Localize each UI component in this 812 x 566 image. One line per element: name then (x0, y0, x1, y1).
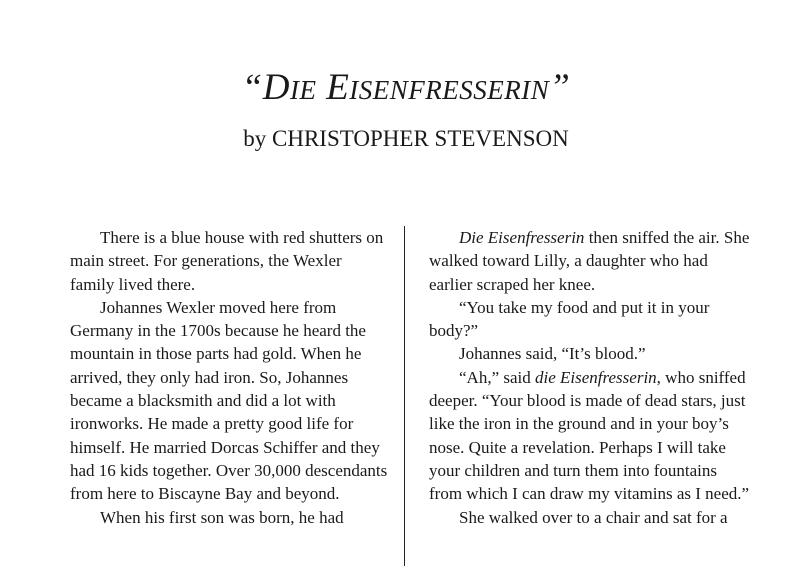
right-paragraph-1 (429, 226, 751, 296)
left-column (70, 226, 388, 529)
italic-name: Die Eisenfresserin (459, 228, 585, 247)
title-ie: IE (289, 75, 317, 105)
right-paragraph-5: She walked over to a chair and sat for a (459, 507, 728, 527)
title-close-quote: ” (549, 67, 571, 108)
title-open-quote: “ (241, 67, 263, 108)
title-space (316, 67, 326, 108)
column-divider (404, 226, 405, 566)
byline: by CHRISTOPHER STEVENSON (243, 126, 569, 151)
title-rest: ISENFRESSERIN (349, 75, 550, 105)
left-paragraph-1: There is a blue house with red shutters on main street. For generations, the Wexler family lived there. (70, 228, 384, 294)
story-title (0, 66, 812, 112)
title-letter-d: D (262, 67, 290, 108)
right-paragraph-1-text: then sniffed the air. She walked toward Lilly, a daughter who had earlier scraped her knee. (429, 228, 750, 294)
left-paragraph-3: When his first son was born, he had (100, 507, 344, 527)
left-paragraph-2: Johannes Wexler moved here from Germany in the 1700s because he heard the mountain in those parts had gold. When he arrived, they only had iron. So, Johannes became a blacksmith and did a lot with ironworks. He made a pretty good life for himself. He married Dorcas Schiffer and they had 16 kids together. Over 30,000 descendants from here to Biscayne Bay and beyond. (70, 297, 388, 504)
right-paragraph-4 (429, 366, 751, 506)
right-paragraph-4-start: “Ah,” said (459, 367, 536, 387)
right-paragraph-2: “You take my food and put it in your body?” (429, 297, 710, 341)
right-column (429, 226, 751, 529)
title-letter-e: E (326, 67, 350, 108)
italic-name: die Eisenfresserin (535, 367, 657, 387)
right-paragraph-4-rest: , who sniffed deeper. “Your blood is made of dead stars, just like the iron in the ground and in your boy’s nose. Quite a revelation. Perhaps I will take your children and turn them into fountains from which I can draw my vitamins as I need.” (429, 367, 750, 504)
right-paragraph-3: Johannes said, “It’s blood.” (459, 344, 646, 364)
